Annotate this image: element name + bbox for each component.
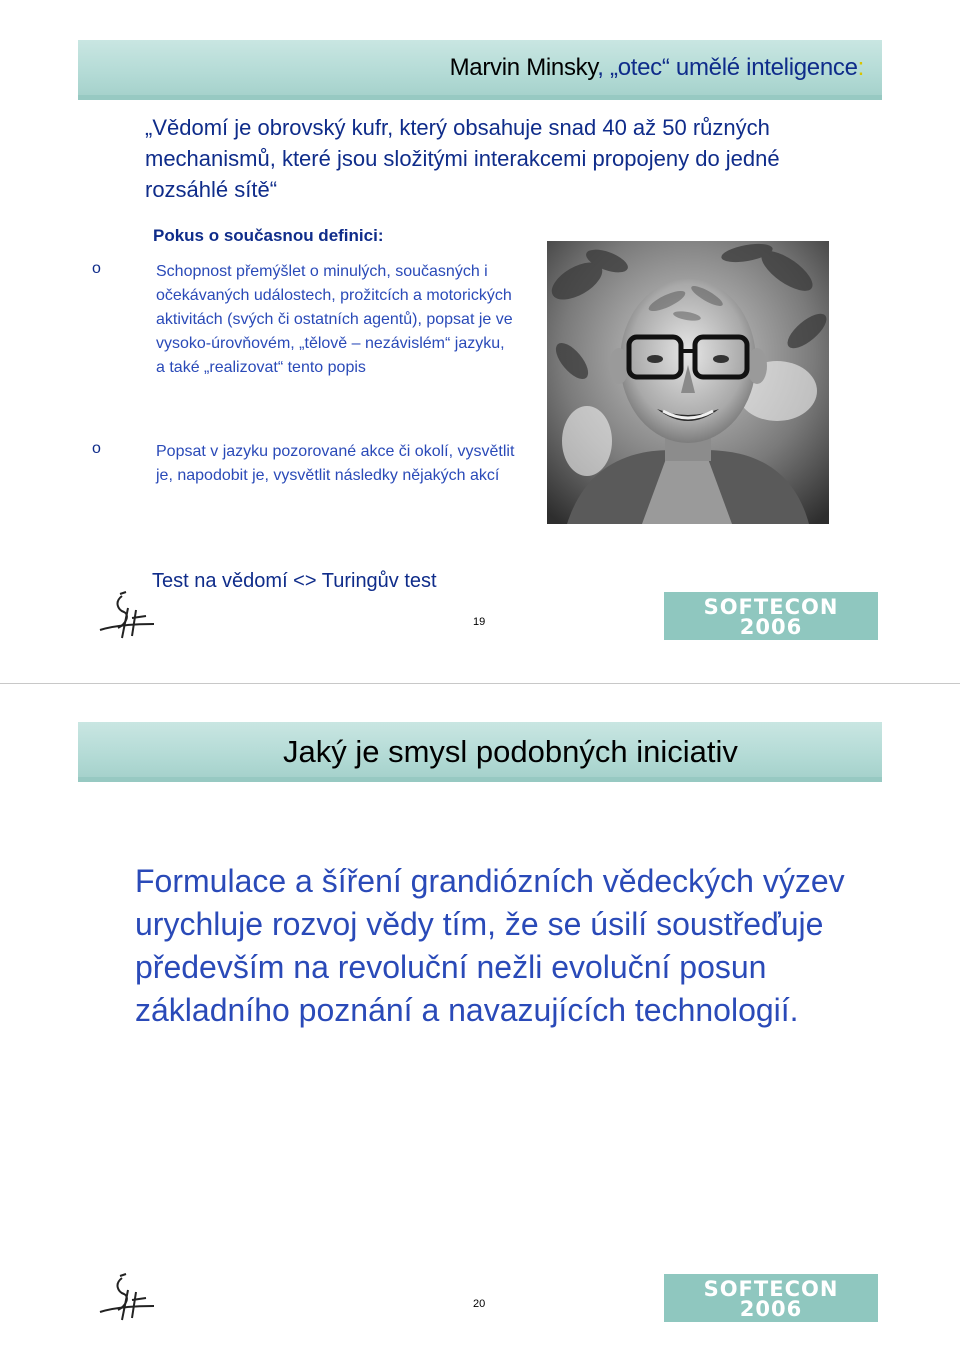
title-rest: , „otec“ umělé inteligence [597,54,858,81]
slide-title: Jaký je smysl podobných iniciativ [283,734,738,769]
portrait-photo [547,241,829,524]
logo-line2: 2006 [739,1297,803,1321]
slide-20 [0,684,960,1367]
logo-line2: 2006 [739,615,803,639]
definition-heading: Pokus o současnou definici: [153,226,384,245]
list-item-text: Schopnost přemýšlet o minulých, současných i očekávaných událostech, prožitcích a motorických aktivitách (svých či ostatních agentů), popsat je ve vysoko-úrovňovém, „tělově – nezávislém“ jazyku, a také „realizovat“ tento popis [156,263,513,376]
signature-logo-icon [92,588,162,643]
title-colon: : [857,54,864,81]
body-text: Formulace a šíření grandiózních vědeckých výzev urychluje rozvoj vědy tím, že se úsilí soustřeďuje především na revoluční nežli evoluční posun základního poznání a navazujících technologií. [135,863,845,1028]
list-item-text: Popsat v jazyku pozorované akce či okolí, vysvětlit je, napodobit je, vysvětlit následky nějakých akcí [156,443,515,484]
page-number: 20 [473,1298,486,1310]
turing-test-line: Test na vědomí <> Turingův test [152,570,437,592]
bullet-marker: o [92,260,101,277]
slide-title [450,54,864,82]
signature-logo-icon [92,1270,162,1325]
softecon-logo [664,1274,878,1322]
softecon-logo [664,592,878,640]
page-number: 19 [473,616,486,628]
logo-line1: SOFTECON [703,595,839,619]
minsky-quote: „Vědomí je obrovský kufr, který obsahuje snad 40 až 50 různých mechanismů, které jsou složitými interakcemi propojeny do jedné rozsáhlé sítě“ [145,115,780,202]
bullet-marker: o [92,440,101,457]
title-name: Marvin Minsky [449,54,598,81]
logo-line1: SOFTECON [703,1277,839,1301]
slide-19 [0,0,960,683]
title-bar [78,40,882,100]
